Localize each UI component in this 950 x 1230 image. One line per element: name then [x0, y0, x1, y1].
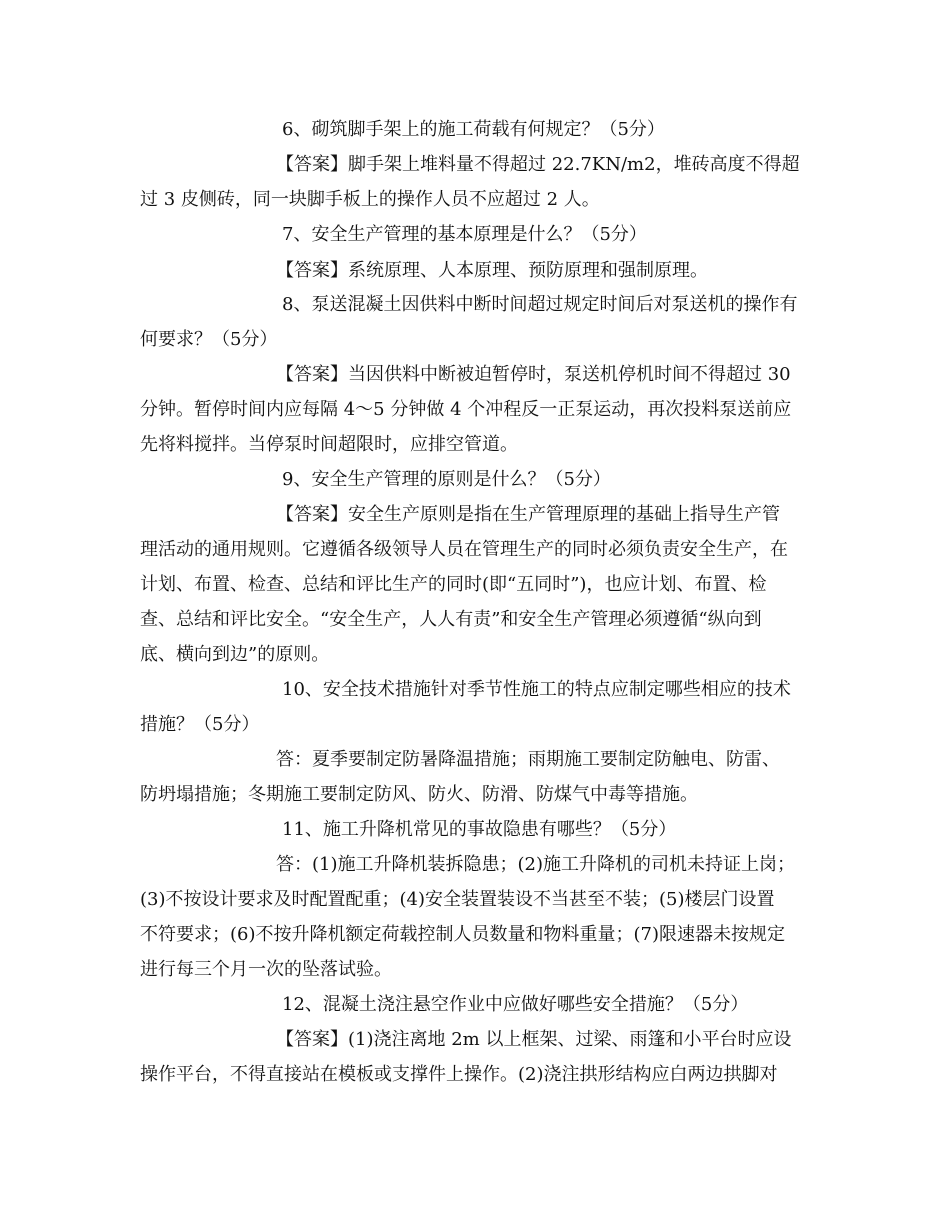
question-12: 12、混凝土浇注悬空作业中应做好哪些安全措施？（5分）: [282, 994, 749, 1015]
question-10-line-1: 10、安全技术措施针对季节性施工的特点应制定哪些相应的技术: [282, 679, 791, 700]
question-8-line-1: 8、泵送混凝土因供料中断时间超过规定时间后对泵送机的操作有: [282, 294, 798, 315]
question-8-line-2: 何要求？（5分）: [140, 329, 278, 350]
answer-9-line-2: 理活动的通用规则。它遵循各级领导人员在管理生产的同时必须负责安全生产，在: [140, 539, 788, 560]
question-7: 7、安全生产管理的基本原理是什么？（5分）: [282, 224, 647, 245]
answer-10-line-1: 答：夏季要制定防暑降温措施；雨期施工要制定防触电、防雷、: [276, 749, 780, 770]
answer-9-line-3: 计划、布置、检查、总结和评比生产的同时(即“五同时”)，也应计划、布置、检: [140, 574, 767, 595]
question-11: 11、施工升降机常见的事故隐患有哪些？（5分）: [282, 819, 677, 840]
answer-11-line-1: 答：(1)施工升降机装拆隐患；(2)施工升降机的司机未持证上岗；: [276, 854, 795, 875]
answer-9-line-4: 查、总结和评比安全。“安全生产，人人有责”和安全生产管理必须遵循“纵向到: [140, 609, 762, 630]
answer-9-line-1: 【答案】安全生产原则是指在生产管理原理的基础上指导生产管: [276, 504, 780, 525]
answer-12-line-1: 【答案】(1)浇注离地 2m 以上框架、过梁、雨篷和小平台时应设: [276, 1029, 792, 1050]
answer-9-line-5: 底、横向到边”的原则。: [140, 644, 330, 665]
answer-11-line-3: 不符要求；(6)不按升降机额定荷载控制人员数量和物料重量；(7)限速器未按规定: [140, 924, 785, 945]
answer-6-line-2: 过 3 皮侧砖，同一块脚手板上的操作人员不应超过 2 人。: [140, 189, 600, 210]
answer-6-line-1: 【答案】脚手架上堆料量不得超过 22.7KN/m2，堆砖高度不得超: [276, 154, 800, 175]
answer-8-line-2: 分钟。暂停时间内应每隔 4～5 分钟做 4 个冲程反一正泵运动，再次投料泵送前应: [140, 399, 792, 420]
answer-8-line-1: 【答案】当因供料中断被迫暂停时，泵送机停机时间不得超过 30: [276, 364, 791, 385]
answer-7: 【答案】系统原理、人本原理、预防原理和强制原理。: [276, 260, 708, 281]
answer-8-line-3: 先将料搅拌。当停泵时间超限时，应排空管道。: [140, 434, 518, 455]
question-6: 6、砌筑脚手架上的施工荷载有何规定？（5分）: [282, 119, 665, 140]
answer-12-line-2: 操作平台，不得直接站在模板或支撑件上操作。(2)浇注拱形结构应白两边拱脚对: [140, 1064, 778, 1085]
answer-11-line-2: (3)不按设计要求及时配置配重；(4)安全装置装设不当甚至不装；(5)楼层门设置: [140, 889, 775, 910]
answer-10-line-2: 防坍塌措施；冬期施工要制定防风、防火、防滑、防煤气中毒等措施。: [140, 784, 698, 805]
answer-11-line-4: 进行每三个月一次的坠落试验。: [140, 959, 392, 980]
question-10-line-2: 措施？（5分）: [140, 714, 260, 735]
question-9: 9、安全生产管理的原则是什么？（5分）: [282, 469, 611, 490]
